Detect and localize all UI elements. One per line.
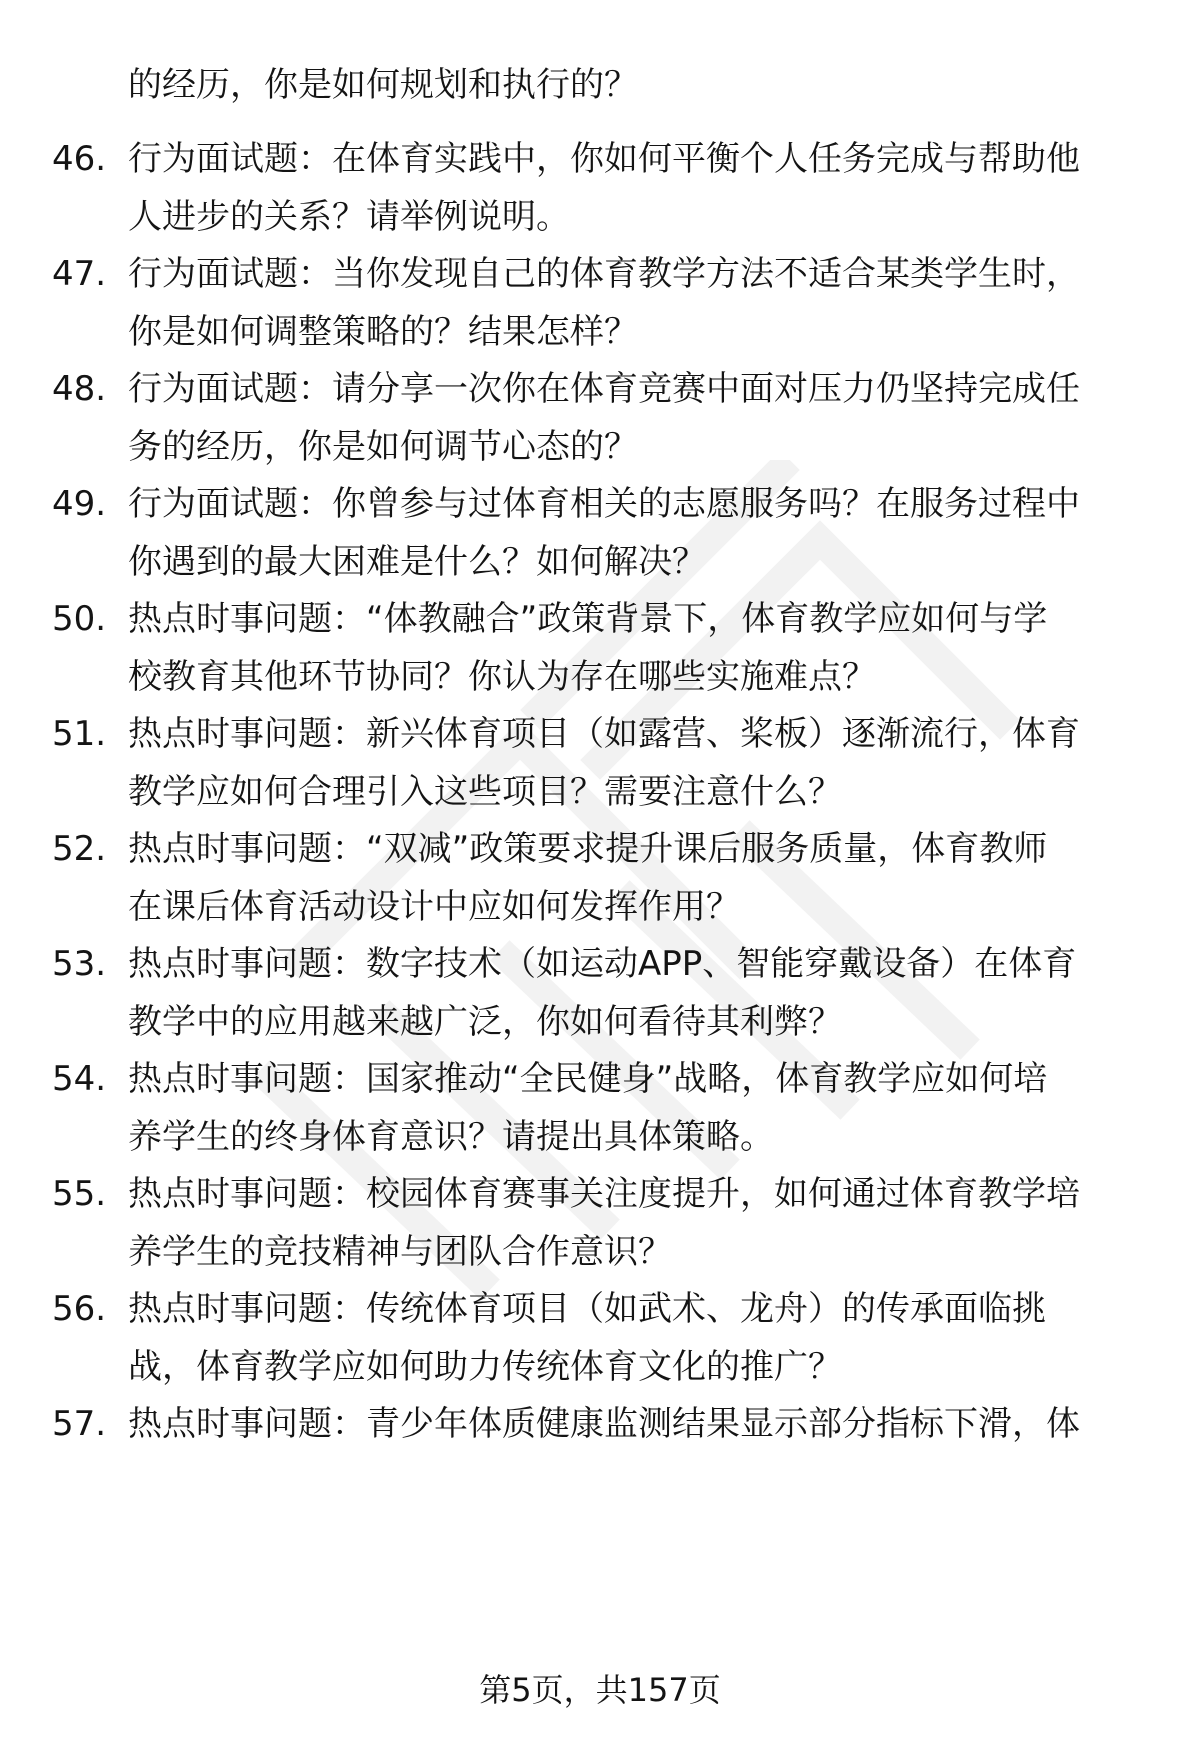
question-number: 46. [52, 139, 107, 179]
question-line: 行为面试题：当你发现自己的体育教学方法不适合某类学生时， [128, 254, 1080, 294]
question-line: 热点时事问题：传统体育项目（如武术、龙舟）的传承面临挑 [128, 1289, 1046, 1329]
question-line: 热点时事问题：“体教融合”政策背景下，体育教学应如何与学 [128, 599, 1048, 639]
question-item [52, 130, 1152, 246]
question-item [52, 705, 1152, 821]
question-item [52, 590, 1152, 706]
question-line: 你遇到的最大困难是什么？如何解决？ [128, 542, 706, 582]
question-number: 49. [52, 484, 107, 524]
question-text [128, 245, 1138, 361]
question-line: 热点时事问题：青少年体质健康监测结果显示部分指标下滑，体 [128, 1404, 1080, 1444]
question-line: 行为面试题：你曾参与过体育相关的志愿服务吗？在服务过程中 [128, 484, 1080, 524]
continuation-line: 的经历，你是如何规划和执行的？ [128, 65, 638, 105]
question-line: 热点时事问题：校园体育赛事关注度提升，如何通过体育教学培 [128, 1174, 1080, 1214]
question-item [52, 1280, 1152, 1396]
question-number: 50. [52, 599, 107, 639]
question-number: 57. [52, 1404, 107, 1444]
page-footer: 第5页，共157页 [479, 1671, 721, 1709]
question-text [128, 705, 1138, 821]
question-number: 51. [52, 714, 107, 754]
question-number: 54. [52, 1059, 107, 1099]
question-text [128, 820, 1138, 936]
question-line: 养学生的终身体育意识？请提出具体策略。 [128, 1117, 774, 1157]
question-text [128, 475, 1138, 591]
question-number: 48. [52, 369, 107, 409]
question-line: 热点时事问题：数字技术（如运动APP、智能穿戴设备）在体育 [128, 944, 1077, 984]
question-text [128, 360, 1138, 476]
question-text [128, 1280, 1138, 1396]
question-text [128, 935, 1138, 1051]
question-text [128, 130, 1138, 246]
question-line: 热点时事问题：国家推动“全民健身”战略，体育教学应如何培 [128, 1059, 1048, 1099]
question-line: 人进步的关系？请举例说明。 [128, 197, 570, 237]
question-item [52, 360, 1152, 476]
question-line: 热点时事问题：“双减”政策要求提升课后服务质量，体育教师 [128, 829, 1048, 869]
question-line: 养学生的竞技精神与团队合作意识？ [128, 1232, 672, 1272]
question-item [52, 245, 1152, 361]
question-text [128, 1165, 1138, 1281]
question-line: 教学应如何合理引入这些项目？需要注意什么？ [128, 772, 842, 812]
question-line: 战，体育教学应如何助力传统体育文化的推广？ [128, 1347, 842, 1387]
question-line: 你是如何调整策略的？结果怎样？ [128, 312, 638, 352]
question-line: 在课后体育活动设计中应如何发挥作用？ [128, 887, 740, 927]
question-item [52, 1395, 1152, 1453]
question-line: 务的经历，你是如何调节心态的？ [128, 427, 638, 467]
question-item [52, 935, 1152, 1051]
question-text [128, 1050, 1138, 1166]
question-line: 热点时事问题：新兴体育项目（如露营、桨板）逐渐流行，体育 [128, 714, 1080, 754]
question-line: 行为面试题：请分享一次你在体育竞赛中面对压力仍坚持完成任 [128, 369, 1080, 409]
question-number: 53. [52, 944, 107, 984]
question-item [52, 820, 1152, 936]
question-line: 行为面试题：在体育实践中，你如何平衡个人任务完成与帮助他 [128, 139, 1080, 179]
question-number: 52. [52, 829, 107, 869]
question-line: 校教育其他环节协同？你认为存在哪些实施难点？ [128, 657, 876, 697]
question-number: 55. [52, 1174, 107, 1214]
question-line: 教学中的应用越来越广泛，你如何看待其利弊？ [128, 1002, 842, 1042]
question-item [52, 475, 1152, 591]
question-text [128, 1395, 1138, 1453]
question-item [52, 1050, 1152, 1166]
question-item [52, 1165, 1152, 1281]
question-number: 56. [52, 1289, 107, 1329]
question-number: 47. [52, 254, 107, 294]
question-text [128, 590, 1138, 706]
